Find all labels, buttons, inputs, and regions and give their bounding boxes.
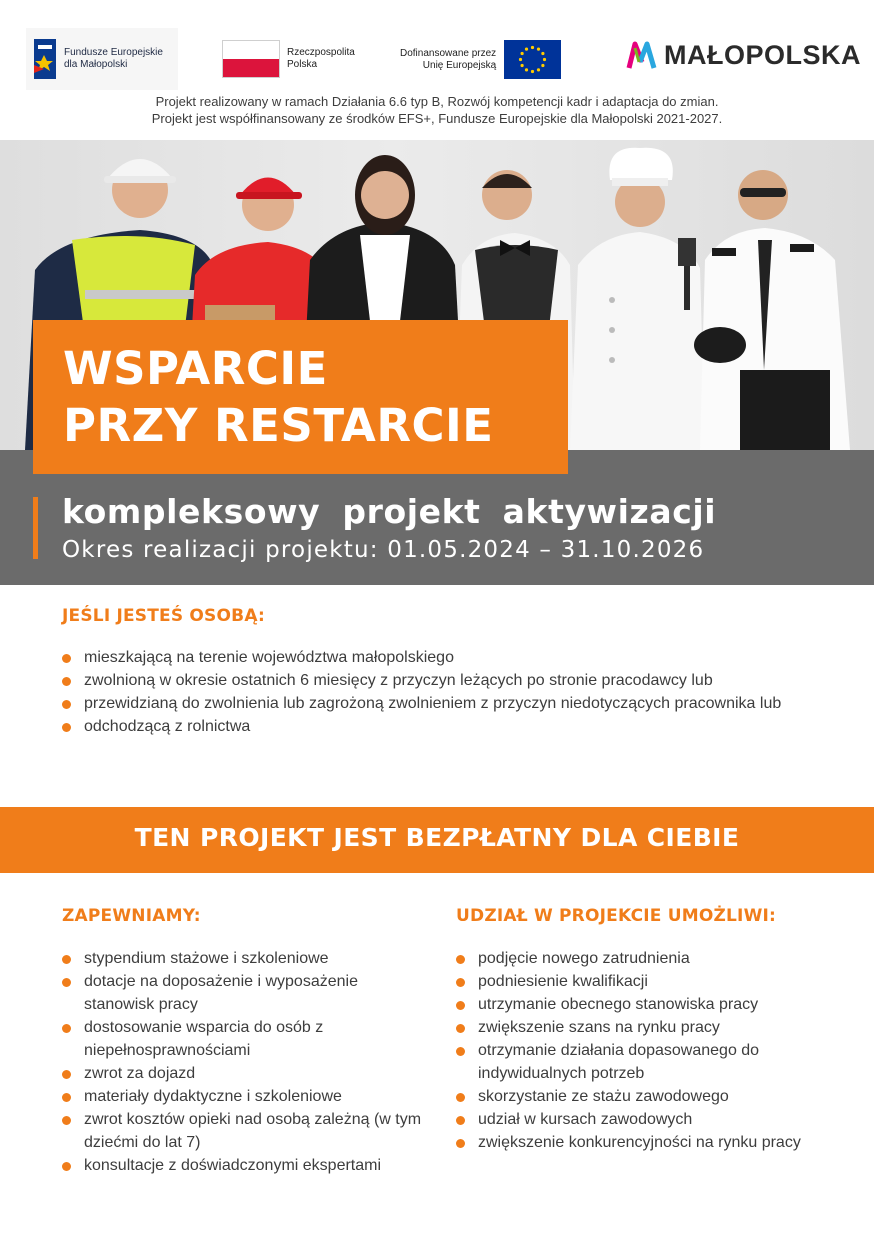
fe-star-icon [30,35,60,83]
project-period: Okres realizacji projektu: 01.05.2024 – 31.10.2026 [62,537,705,563]
eu-star-icon [541,52,544,55]
worker-pilot [694,170,850,450]
list-item: zwrot kosztów opieki nad osobą zależną (w tym dziećmi do lat 7) [62,1108,422,1154]
benefits-list [456,947,831,1154]
eu-star-icon [521,64,524,67]
eu-line1: Dofinansowane przez [400,47,497,59]
offer-title: ZAPEWNIAMY: [62,906,201,926]
offer-list [62,947,422,1177]
list-item: zwolnioną w okresie ostatnich 6 miesięcy z przyczyn leżących po stronie pracodawcy lub [62,669,802,692]
funding-note [0,93,874,127]
pl-line1: Rzeczpospolita [287,47,355,58]
list-item: zwiększenie szans na rynku pracy [456,1016,831,1039]
list-item: mieszkającą na terenie województwa małopolskiego [62,646,802,669]
headline-box [33,320,568,474]
list-item: utrzymanie obecnego stanowiska pracy [456,993,831,1016]
malopolska-logo [626,38,861,72]
project-subtitle: kompleksowy projekt aktywizacji [62,492,717,531]
eu-star-icon [541,64,544,67]
eu-star-icon [543,58,546,61]
malopolska-mark-icon [626,38,658,72]
eu-flag-icon [504,40,561,79]
funding-line2: Projekt jest współfinansowany ze środków EFS+, Fundusze Europejskie dla Małopolski 2021-2027. [151,111,723,126]
eu-star-icon [537,48,540,51]
list-item: dotacje na doposażenie i wyposażenie stanowisk pracy [62,970,422,1016]
free-banner [0,807,874,873]
logo-strip [0,0,874,92]
list-item: odchodzącą z rolnictwa [62,715,802,738]
eu-star-icon [525,68,528,71]
list-item: konsultacje z doświadczonymi ekspertami [62,1154,422,1177]
headline-line2: PRZY RESTARCIE [63,399,494,452]
eu-star-icon [537,68,540,71]
list-item: skorzystanie ze stażu zawodowego [456,1085,831,1108]
fe-region: dla Małopolski [64,59,128,70]
benefits-title: UDZIAŁ W PROJEKCIE UMOŻLIWI: [456,906,777,926]
funding-line1: Projekt realizowany w ramach Działania 6.6 typ B, Rozwój kompetencji kadr i adaptacja do zmian. [155,94,719,109]
polish-flag-icon [222,40,280,78]
eu-star-icon [519,58,522,61]
accent-bar [33,497,38,559]
list-item: podniesienie kwalifikacji [456,970,831,993]
fundusze-europejskie-logo [26,28,178,90]
eu-line2: Unię Europejską [422,59,497,71]
worker-chef [570,148,705,450]
headline-line1: WSPARCIE [63,342,328,395]
list-item: otrzymanie działania dopasowanego do indywidualnych potrzeb [456,1039,831,1085]
pl-line2: Polska [287,59,318,70]
list-item: podjęcie nowego zatrudnienia [456,947,831,970]
eligibility-list [62,646,802,738]
eu-star-icon [521,52,524,55]
free-banner-text: TEN PROJEKT JEST BEZPŁATNY DLA CIEBIE [134,823,740,852]
eu-star-icon [531,70,534,73]
list-item: stypendium stażowe i szkoleniowe [62,947,422,970]
list-item: udział w kursach zawodowych [456,1108,831,1131]
eligibility-title: JEŚLI JESTEŚ OSOBĄ: [62,606,265,626]
list-item: zwrot za dojazd [62,1062,422,1085]
fe-name: Fundusze Europejskie [64,47,163,58]
list-item: dostosowanie wsparcia do osób z niepełnosprawnościami [62,1016,422,1062]
eu-star-icon [531,46,534,49]
list-item: zwiększenie konkurencyjności na rynku pracy [456,1131,831,1154]
list-item: przewidzianą do zwolnienia lub zagrożoną zwolnieniem z przyczyn niedotyczących pracownika lub [62,692,802,715]
list-item: materiały dydaktyczne i szkoleniowe [62,1085,422,1108]
eu-funding-logo [400,40,561,79]
malopolska-name: MAŁOPOLSKA [664,39,861,70]
eu-star-icon [525,48,528,51]
rzeczpospolita-logo [222,40,355,78]
